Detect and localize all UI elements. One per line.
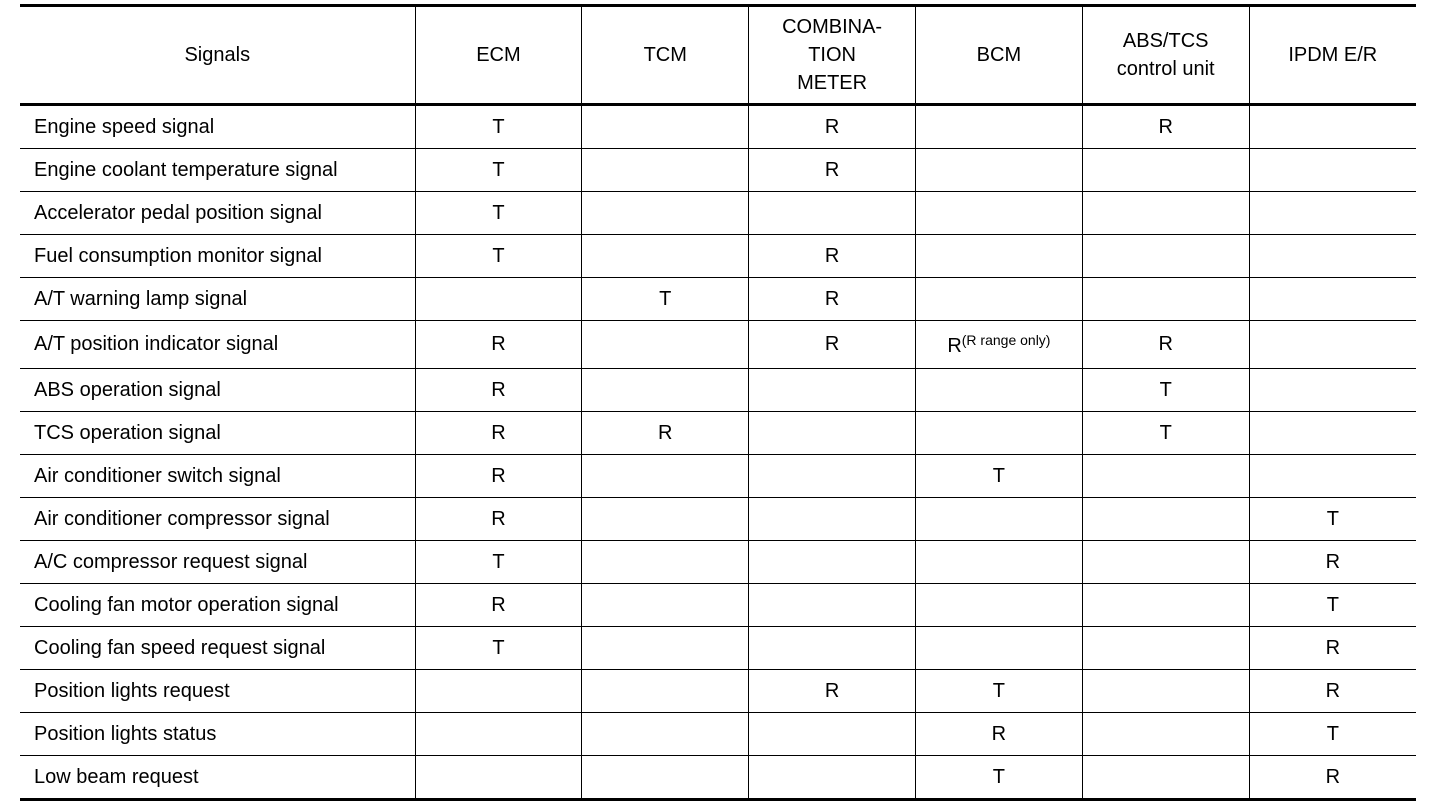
cell-abs-tcs bbox=[1082, 192, 1249, 235]
signal-name: Engine coolant temperature signal bbox=[20, 149, 415, 192]
cell-value: R bbox=[491, 507, 506, 530]
cell-value: R bbox=[824, 679, 840, 702]
cell-bcm bbox=[915, 541, 1082, 584]
cell-value: R bbox=[1158, 115, 1173, 138]
signal-name: ABS operation signal bbox=[20, 369, 415, 412]
cell-ecm bbox=[415, 670, 582, 713]
cell-combination-meter bbox=[749, 235, 916, 278]
table-row bbox=[20, 369, 1416, 412]
cell-value: T bbox=[492, 158, 505, 181]
cell-value: R bbox=[491, 333, 506, 355]
cell-abs-tcs bbox=[1082, 105, 1249, 149]
cell-combination-meter bbox=[749, 713, 916, 756]
cell-tcm bbox=[582, 149, 749, 192]
cell-ipdm-er bbox=[1249, 278, 1416, 321]
cell-combination-meter bbox=[749, 541, 916, 584]
cell-value: T bbox=[492, 201, 505, 224]
cell-value: R bbox=[1325, 765, 1341, 788]
cell-ipdm-er bbox=[1249, 627, 1416, 670]
signal-name: Air conditioner switch signal bbox=[20, 455, 415, 498]
cell-value: T bbox=[1326, 722, 1339, 745]
table-row bbox=[20, 192, 1416, 235]
cell-value: R bbox=[1325, 636, 1341, 659]
cell-value: T bbox=[659, 287, 672, 310]
cell-value: R bbox=[491, 421, 506, 444]
cell-tcm bbox=[582, 412, 749, 455]
cell-combination-meter bbox=[749, 670, 916, 713]
cell-combination-meter bbox=[749, 105, 916, 149]
cell-value: R bbox=[491, 378, 506, 401]
cell-value: R bbox=[1325, 679, 1341, 702]
cell-abs-tcs bbox=[1082, 670, 1249, 713]
cell-value: R bbox=[491, 593, 506, 616]
cell-abs-tcs bbox=[1082, 369, 1249, 412]
cell-combination-meter bbox=[749, 369, 916, 412]
cell-ipdm-er bbox=[1249, 455, 1416, 498]
cell-value: R bbox=[824, 244, 840, 267]
cell-ipdm-er bbox=[1249, 369, 1416, 412]
table-row bbox=[20, 670, 1416, 713]
cell-abs-tcs bbox=[1082, 713, 1249, 756]
cell-combination-meter bbox=[749, 627, 916, 670]
cell-abs-tcs bbox=[1082, 149, 1249, 192]
cell-tcm bbox=[582, 627, 749, 670]
cell-ecm bbox=[415, 756, 582, 800]
header-tcm: TCM bbox=[582, 6, 749, 105]
cell-bcm bbox=[915, 192, 1082, 235]
cell-bcm bbox=[915, 235, 1082, 278]
signal-name: A/T position indicator signal bbox=[20, 321, 415, 369]
cell-ecm bbox=[415, 627, 582, 670]
header-abs-tcs-control-unit: ABS/TCS control unit bbox=[1082, 6, 1249, 105]
cell-bcm bbox=[915, 713, 1082, 756]
cell-ecm bbox=[415, 235, 582, 278]
cell-tcm bbox=[582, 670, 749, 713]
header-row bbox=[20, 6, 1416, 105]
cell-ipdm-er bbox=[1249, 713, 1416, 756]
cell-tcm bbox=[582, 756, 749, 800]
cell-ecm bbox=[415, 584, 582, 627]
cell-abs-tcs bbox=[1082, 278, 1249, 321]
cell-ipdm-er bbox=[1249, 149, 1416, 192]
cell-tcm bbox=[582, 455, 749, 498]
cell-tcm bbox=[582, 541, 749, 584]
cell-ipdm-er bbox=[1249, 235, 1416, 278]
cell-ipdm-er bbox=[1249, 670, 1416, 713]
cell-abs-tcs bbox=[1082, 235, 1249, 278]
signal-name: Engine speed signal bbox=[20, 105, 415, 149]
cell-value: T bbox=[992, 765, 1005, 788]
signal-name: Position lights status bbox=[20, 713, 415, 756]
cell-ecm bbox=[415, 455, 582, 498]
cell-ecm bbox=[415, 321, 582, 369]
cell-value: T bbox=[492, 115, 505, 138]
cell-value: T bbox=[492, 550, 505, 573]
cell-value: R bbox=[991, 722, 1007, 745]
cell-value: T bbox=[492, 244, 505, 267]
cell-tcm bbox=[582, 321, 749, 369]
table-row bbox=[20, 278, 1416, 321]
cell-bcm bbox=[915, 670, 1082, 713]
cell-ecm bbox=[415, 541, 582, 584]
cell-bcm bbox=[915, 455, 1082, 498]
cell-bcm bbox=[915, 321, 1082, 369]
signal-name: TCS operation signal bbox=[20, 412, 415, 455]
table-row bbox=[20, 584, 1416, 627]
cell-ipdm-er bbox=[1249, 105, 1416, 149]
cell-ecm bbox=[415, 105, 582, 149]
table-body bbox=[20, 105, 1416, 800]
signal-name: Accelerator pedal position signal bbox=[20, 192, 415, 235]
cell-abs-tcs bbox=[1082, 321, 1249, 369]
cell-ecm bbox=[415, 149, 582, 192]
cell-abs-tcs bbox=[1082, 627, 1249, 670]
cell-bcm bbox=[915, 369, 1082, 412]
cell-value: R bbox=[491, 464, 506, 487]
signal-name: Low beam request bbox=[20, 756, 415, 800]
cell-value: R bbox=[824, 333, 840, 355]
cell-combination-meter bbox=[749, 149, 916, 192]
cell-ipdm-er bbox=[1249, 412, 1416, 455]
cell-value: R bbox=[824, 115, 840, 138]
table-row bbox=[20, 756, 1416, 800]
cell-bcm bbox=[915, 584, 1082, 627]
cell-bcm bbox=[915, 412, 1082, 455]
cell-tcm bbox=[582, 278, 749, 321]
cell-value: R bbox=[1158, 333, 1173, 355]
cell-abs-tcs bbox=[1082, 584, 1249, 627]
table-row bbox=[20, 541, 1416, 584]
cell-bcm bbox=[915, 149, 1082, 192]
cell-bcm bbox=[915, 498, 1082, 541]
cell-abs-tcs bbox=[1082, 498, 1249, 541]
cell-combination-meter bbox=[749, 584, 916, 627]
cell-combination-meter bbox=[749, 321, 916, 369]
signal-name: Air conditioner compressor signal bbox=[20, 498, 415, 541]
cell-combination-meter bbox=[749, 498, 916, 541]
header-combination-meter: COMBINA- TION METER bbox=[749, 6, 916, 105]
table-row bbox=[20, 412, 1416, 455]
cell-ecm bbox=[415, 192, 582, 235]
bcm-range-note: (R range only) bbox=[961, 331, 1051, 348]
cell-value: R bbox=[947, 334, 962, 357]
signal-name: A/C compressor request signal bbox=[20, 541, 415, 584]
cell-bcm bbox=[915, 756, 1082, 800]
cell-ecm bbox=[415, 278, 582, 321]
header-bcm: BCM bbox=[915, 6, 1082, 105]
cell-value: R bbox=[1325, 550, 1341, 573]
header-ecm: ECM bbox=[415, 6, 582, 105]
cell-tcm bbox=[582, 369, 749, 412]
signal-name: Cooling fan motor operation signal bbox=[20, 584, 415, 627]
cell-tcm bbox=[582, 713, 749, 756]
table-row bbox=[20, 627, 1416, 670]
cell-combination-meter bbox=[749, 278, 916, 321]
cell-bcm bbox=[915, 105, 1082, 149]
cell-ipdm-er bbox=[1249, 541, 1416, 584]
cell-ecm bbox=[415, 498, 582, 541]
cell-combination-meter bbox=[749, 455, 916, 498]
cell-value: T bbox=[1326, 593, 1339, 616]
table-row bbox=[20, 455, 1416, 498]
cell-tcm bbox=[582, 584, 749, 627]
can-signal-table bbox=[20, 4, 1416, 801]
table-row bbox=[20, 149, 1416, 192]
cell-ecm bbox=[415, 713, 582, 756]
table-row bbox=[20, 713, 1416, 756]
table-row bbox=[20, 105, 1416, 149]
cell-bcm bbox=[915, 627, 1082, 670]
cell-value: R bbox=[824, 287, 840, 310]
cell-abs-tcs bbox=[1082, 455, 1249, 498]
signal-name: Position lights request bbox=[20, 670, 415, 713]
table-row bbox=[20, 498, 1416, 541]
cell-ecm bbox=[415, 412, 582, 455]
cell-value: R bbox=[658, 421, 673, 444]
cell-value: R bbox=[824, 158, 840, 181]
cell-value: T bbox=[1326, 507, 1339, 530]
cell-tcm bbox=[582, 105, 749, 149]
signal-name: A/T warning lamp signal bbox=[20, 278, 415, 321]
cell-tcm bbox=[582, 498, 749, 541]
cell-value: T bbox=[992, 679, 1005, 702]
cell-ipdm-er bbox=[1249, 584, 1416, 627]
cell-abs-tcs bbox=[1082, 756, 1249, 800]
cell-combination-meter bbox=[749, 756, 916, 800]
cell-tcm bbox=[582, 235, 749, 278]
cell-combination-meter bbox=[749, 412, 916, 455]
header-signals: Signals bbox=[20, 6, 415, 105]
signal-name: Cooling fan speed request signal bbox=[20, 627, 415, 670]
header-ipdm-er: IPDM E/R bbox=[1249, 6, 1416, 105]
table-row bbox=[20, 321, 1416, 369]
cell-combination-meter bbox=[749, 192, 916, 235]
cell-bcm bbox=[915, 278, 1082, 321]
cell-ipdm-er bbox=[1249, 192, 1416, 235]
cell-value: T bbox=[1159, 421, 1172, 444]
cell-abs-tcs bbox=[1082, 412, 1249, 455]
cell-tcm bbox=[582, 192, 749, 235]
table-row bbox=[20, 235, 1416, 278]
signal-name: Fuel consumption monitor signal bbox=[20, 235, 415, 278]
cell-value: T bbox=[492, 636, 505, 659]
cell-ecm bbox=[415, 369, 582, 412]
cell-value: T bbox=[992, 464, 1005, 487]
cell-abs-tcs bbox=[1082, 541, 1249, 584]
cell-value: T bbox=[1159, 378, 1172, 401]
cell-ipdm-er bbox=[1249, 756, 1416, 800]
cell-ipdm-er bbox=[1249, 321, 1416, 369]
cell-ipdm-er bbox=[1249, 498, 1416, 541]
